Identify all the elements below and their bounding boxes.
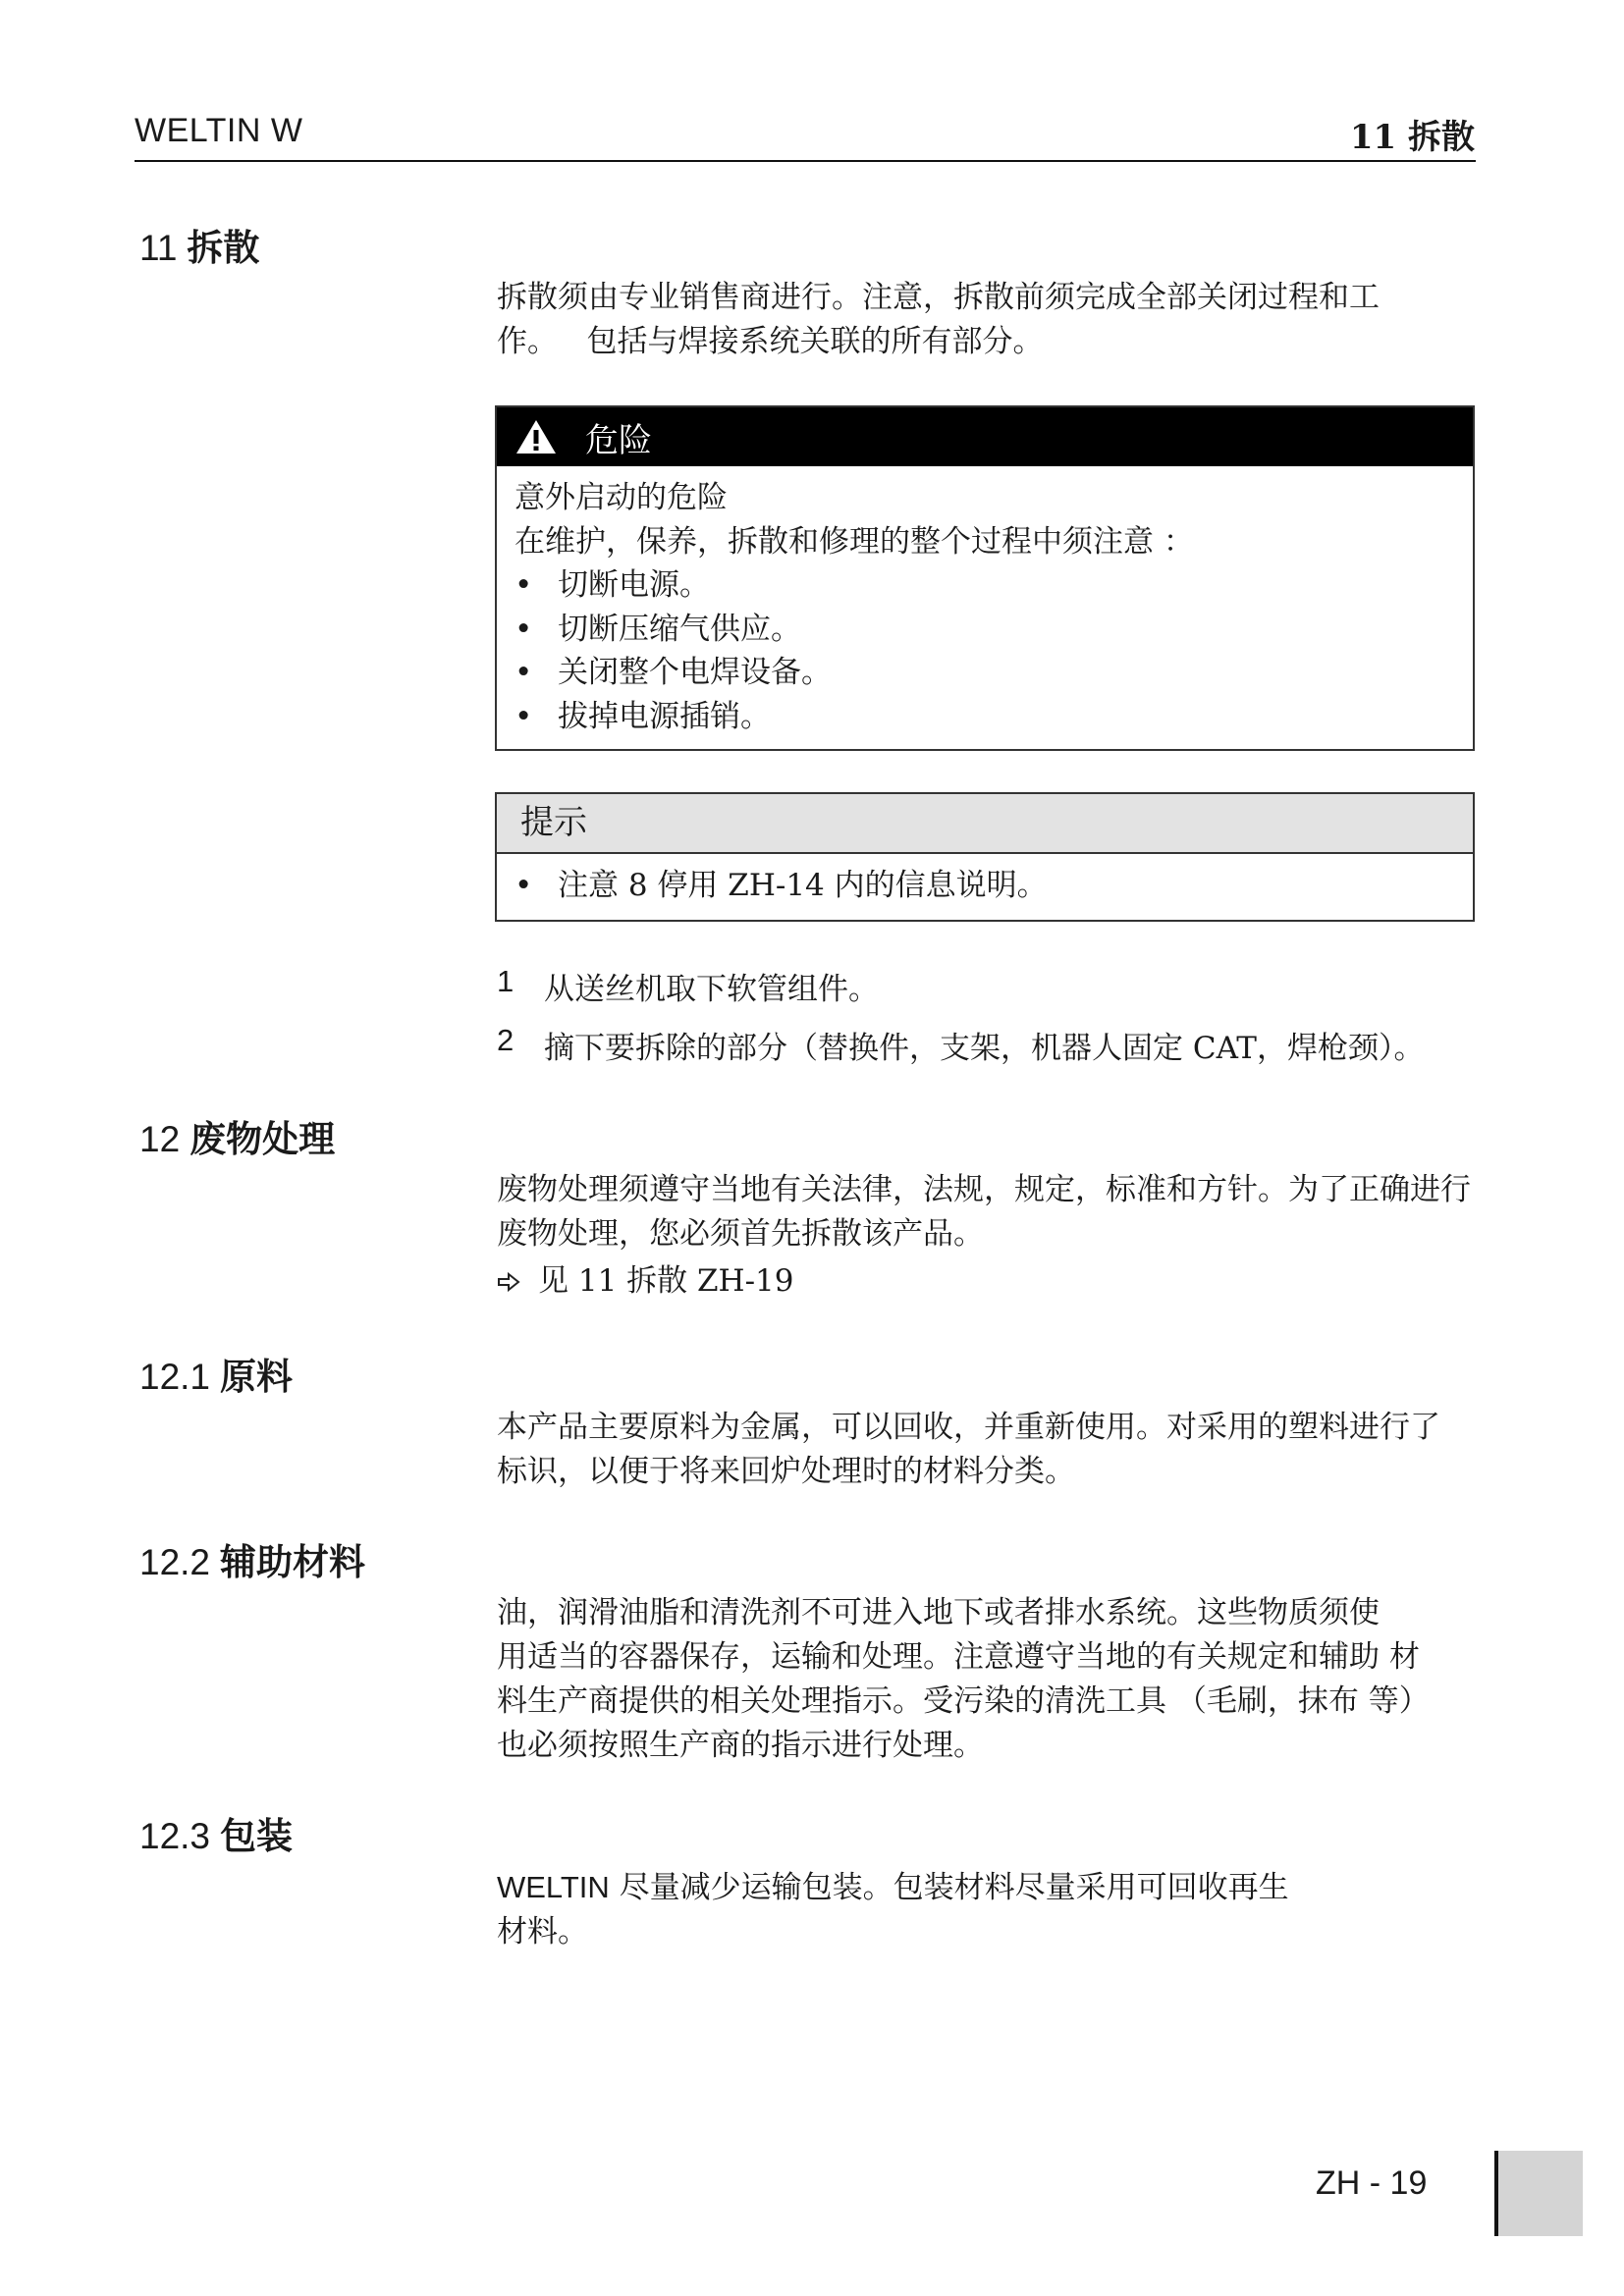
paragraph-line: WELTIN 尽量减少运输包装。包装材料尽量采用可回收再生 xyxy=(497,1870,1289,1905)
header-brand: WELTIN W xyxy=(135,112,303,149)
note-notice xyxy=(495,792,1475,922)
list-item: • 注意 8 停用 ZH-14 内的信息说明。 xyxy=(514,868,1048,903)
danger-line: 在维护，保养，拆散和修理的整个过程中须注意 ： xyxy=(514,523,1194,560)
section-title: 原料 xyxy=(220,1355,294,1398)
step-number: 2 xyxy=(497,1023,514,1057)
section-title: 包装 xyxy=(220,1814,294,1857)
step-text: 摘下要拆除的部分（替换件，支架，机器人固定 CAT，焊枪颈）。 xyxy=(544,1031,1425,1066)
page-number: ZH - 19 xyxy=(1316,2164,1428,2202)
step-item xyxy=(497,1023,1424,1067)
step-number: 1 xyxy=(497,964,514,998)
section-title: 拆散 xyxy=(187,226,260,269)
section-11-paragraph xyxy=(497,276,1479,364)
danger-header xyxy=(497,407,1473,466)
section-12-2-paragraph xyxy=(497,1591,1479,1768)
note-title: 提示 xyxy=(497,794,1473,854)
cross-reference[interactable] xyxy=(497,1259,1479,1304)
section-12-3-heading xyxy=(139,1806,293,1859)
section-number: 12.3 xyxy=(139,1816,211,1856)
paragraph-line: 作。 包括与焊接系统关联的所有部分。 xyxy=(497,324,1044,359)
section-12-1-heading xyxy=(139,1347,293,1400)
paragraph-line: 本产品主要原料为金属，可以回收，并重新使用。对采用的塑料进行了 xyxy=(497,1410,1440,1445)
paragraph-line: 材料。 xyxy=(497,1914,588,1949)
header-divider xyxy=(135,160,1476,162)
paragraph-line: 标识，以便于将来回炉处理时的材料分类。 xyxy=(497,1454,1075,1489)
paragraph-line: 废物处理，您必须首先拆散该产品。 xyxy=(497,1216,984,1252)
section-title: 辅助材料 xyxy=(220,1540,366,1583)
section-number: 12.1 xyxy=(139,1357,211,1397)
section-12-2-heading xyxy=(139,1532,365,1585)
danger-title: 危险 xyxy=(585,420,652,460)
paragraph-line: 也必须按照生产商的指示进行处理。 xyxy=(497,1728,984,1763)
paragraph-line: 拆散须由专业销售商进行。注意，拆散前须完成全部关闭过程和工 xyxy=(497,280,1380,315)
brand-name: WELTIN xyxy=(497,1870,610,1904)
section-12-paragraph xyxy=(497,1168,1479,1304)
section-12-1-paragraph xyxy=(497,1406,1479,1494)
list-item: • 切断压缩气供应。 xyxy=(514,611,801,647)
danger-body xyxy=(497,466,1473,748)
section-number: 12 xyxy=(139,1119,181,1159)
paragraph-line: 用适当的容器保存，运输和处理。注意遵守当地的有关规定和辅助 材 xyxy=(497,1639,1420,1675)
arrow-right-icon xyxy=(497,1272,520,1292)
section-12-heading xyxy=(139,1109,335,1162)
section-number: 12.2 xyxy=(139,1542,211,1582)
step-text: 从送丝机取下软管组件。 xyxy=(544,972,879,1007)
section-11-heading xyxy=(139,218,259,271)
danger-notice xyxy=(495,405,1475,751)
page-tab-marker xyxy=(1494,2151,1583,2236)
section-number: 11 xyxy=(139,228,178,268)
paragraph-line: 油，润滑油脂和清洗剂不可进入地下或者排水系统。这些物质须使 xyxy=(497,1595,1380,1630)
warning-triangle-icon xyxy=(514,418,558,455)
header-chapter: 11 拆散 xyxy=(1349,118,1475,157)
paragraph-line: 料生产商提供的相关处理指示。受污染的清洗工具 （毛刷，抹布 等） xyxy=(497,1683,1430,1719)
step-item xyxy=(497,964,879,1008)
danger-line: 意外启动的危险 xyxy=(514,480,728,515)
cross-reference-text: 见 11 拆散 ZH-19 xyxy=(538,1263,794,1299)
list-item: • 拔掉电源插销。 xyxy=(514,698,771,734)
list-item: • 切断电源。 xyxy=(514,567,710,603)
paragraph-line: 废物处理须遵守当地有关法律，法规，规定，标准和方针。为了正确进行 xyxy=(497,1172,1471,1207)
list-item: • 关闭整个电焊设备。 xyxy=(514,655,832,690)
section-title: 废物处理 xyxy=(189,1117,336,1160)
section-12-3-paragraph xyxy=(497,1865,1479,1954)
